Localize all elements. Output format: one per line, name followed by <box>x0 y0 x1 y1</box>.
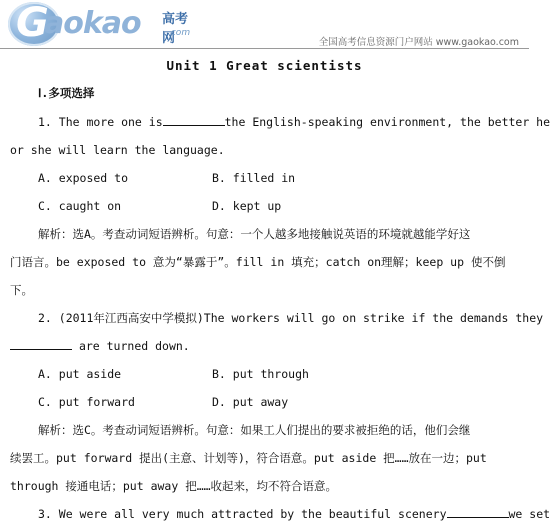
q1-explanation-line3: 下。 <box>10 283 33 297</box>
site-tagline: 全国高考信息资源门户网站 www.gaokao.com <box>318 37 519 48</box>
gaokao-logo[interactable] <box>8 2 198 46</box>
q1-stem-end: the English-speaking environment, the better he <box>224 115 550 129</box>
q2-stem-end: are turned down. <box>78 339 190 353</box>
q1-option-a: A. exposed to <box>38 171 129 185</box>
q2-stem-line2 <box>10 339 190 353</box>
q2-option-b: B. put through <box>212 367 309 381</box>
q1-option-c: C. caught on <box>38 199 122 213</box>
q2-option-d: D. put away <box>212 395 289 409</box>
q2-option-a: A. put aside <box>38 367 122 381</box>
q3-stem-end: we set <box>508 507 550 521</box>
logo-wordmark: aokao <box>44 6 141 41</box>
q2-option-c: C. put forward <box>38 395 135 409</box>
q2-blank <box>10 339 72 350</box>
section-heading: Ⅰ.多项选择 <box>38 86 95 100</box>
header-divider <box>0 48 529 49</box>
document-title: Unit 1 Great scientists <box>166 58 363 73</box>
q2-explanation-line3: through 接通电话；put away 把……收起来，均不符合语意。 <box>10 479 338 493</box>
logo-domain-suffix: .com <box>168 28 191 38</box>
q1-stem-line1 <box>38 115 550 129</box>
q3-stem-start: 3. We were all very much attracted by the beautiful scenery <box>38 507 447 521</box>
q3-stem-line1 <box>38 507 550 521</box>
q1-explanation-line2: 门语言。be exposed to 意为“暴露于”。fill in 填充；catch on理解；keep up 使不倒 <box>10 255 506 269</box>
q1-option-b: B. filled in <box>212 171 296 185</box>
q2-stem-line1: 2. (2011年江西高安中学模拟)The workers will go on strike if the demands they <box>38 311 544 325</box>
logo-g-emblem: G <box>8 2 60 46</box>
q1-option-d: D. kept up <box>212 199 282 213</box>
q1-blank <box>163 115 225 126</box>
q1-stem-line2: or she will learn the language. <box>10 143 225 157</box>
q1-explanation-line1: 解析：选A。考查动词短语辨析。句意：一个人越多地接触说英语的环境就越能学好这 <box>38 227 471 241</box>
q2-explanation-line2: 续罢工。put forward 提出(主意、计划等)，符合语意。put aside 把……放在一边；put <box>10 451 487 465</box>
q2-explanation-line1: 解析：选C。考查动词短语辨析。句意：如果工人们提出的要求被拒绝的话，他们会继 <box>38 423 471 437</box>
site-header <box>0 0 529 52</box>
logo-chinese-name: 高考网 <box>162 12 189 46</box>
q3-blank <box>447 507 509 518</box>
q1-stem-start: 1. The more one is <box>38 115 163 129</box>
